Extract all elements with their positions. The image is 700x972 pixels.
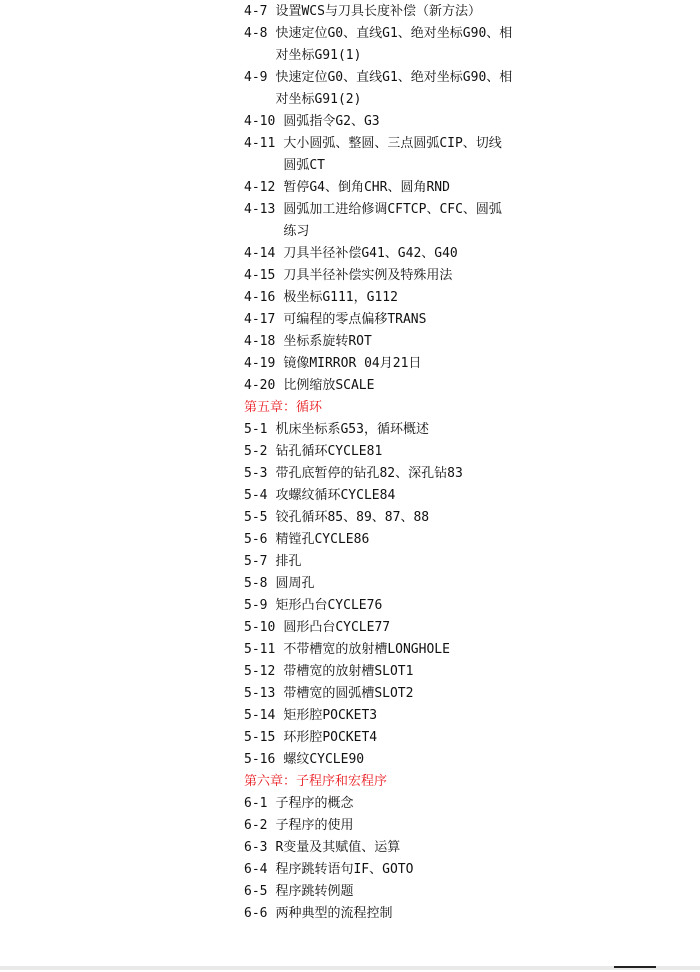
toc-entry-number: 5-6: [244, 532, 268, 547]
toc-entry[interactable]: [244, 859, 544, 881]
toc-entry-title: 精镗孔CYCLE86: [275, 532, 370, 547]
toc-entry[interactable]: [244, 793, 544, 815]
toc-entry[interactable]: [244, 265, 544, 287]
toc-entry-title-continued: 练习: [283, 224, 310, 239]
toc-entry-number: 4-9: [244, 70, 268, 85]
toc-entry-title: 攻螺纹循环CYCLE84: [275, 488, 396, 503]
toc-entry[interactable]: [244, 573, 544, 595]
toc-entry-title: 排孔: [275, 554, 302, 569]
toc-entry-title: 极坐标G111，G112: [283, 290, 398, 305]
toc-entry-title: 圆周孔: [275, 576, 315, 591]
toc-entry[interactable]: [244, 903, 544, 925]
toc-entry[interactable]: [244, 287, 544, 309]
toc-entry[interactable]: [244, 727, 544, 749]
toc-entry-number: 6-6: [244, 906, 268, 921]
toc-entry[interactable]: [244, 133, 544, 177]
toc-entry-number: 5-8: [244, 576, 268, 591]
toc-entry-title: 带槽宽的放射槽SLOT1: [283, 664, 414, 679]
toc-entry-title: 钻孔循环CYCLE81: [275, 444, 383, 459]
toc-entry-number: 4-7: [244, 4, 268, 19]
toc-entry-number: 4-20: [244, 378, 276, 393]
toc-entry[interactable]: [244, 309, 544, 331]
toc-entry[interactable]: [244, 353, 544, 375]
toc-entry[interactable]: [244, 749, 544, 771]
toc-entry[interactable]: [244, 683, 544, 705]
toc-entry-number: 4-12: [244, 180, 276, 195]
toc-entry-number: 6-5: [244, 884, 268, 899]
toc-entry-title-continued: 圆弧CT: [283, 158, 325, 173]
toc-entry-number: 6-2: [244, 818, 268, 833]
toc-entry-number: 4-18: [244, 334, 276, 349]
bottom-scroll-mark: [614, 966, 656, 968]
toc-entry-title: 设置WCS与刀具长度补偿（新方法）: [275, 4, 481, 19]
toc-entry-title: 机床坐标系G53，循环概述: [275, 422, 429, 437]
toc-entry[interactable]: [244, 199, 544, 243]
toc-entry[interactable]: [244, 551, 544, 573]
toc-entry-title: 坐标系旋转ROT: [283, 334, 372, 349]
toc-entry[interactable]: [244, 485, 544, 507]
toc-entry[interactable]: [244, 529, 544, 551]
toc-entry-title: 程序跳转例题: [275, 884, 354, 899]
toc-entry-title: 铰孔循环85、89、87、88: [275, 510, 430, 525]
toc-entry-number: 5-5: [244, 510, 268, 525]
toc-entry-title-continued: 对坐标G91(2): [275, 92, 362, 107]
toc-entry-number: 5-14: [244, 708, 276, 723]
chapter-heading[interactable]: 第六章：子程序和宏程序: [244, 774, 388, 789]
toc-entry-title: 环形腔POCKET4: [283, 730, 378, 745]
toc-entry-number: 4-11: [244, 136, 276, 151]
toc-entry-title: 快速定位G0、直线G1、绝对坐标G90、相: [275, 70, 513, 85]
toc-entry-number: 5-11: [244, 642, 276, 657]
toc-entry-number: 6-3: [244, 840, 268, 855]
toc-entry[interactable]: [244, 177, 544, 199]
toc-entry-number: 5-13: [244, 686, 276, 701]
toc-entry-number: 4-19: [244, 356, 276, 371]
toc-entry-number: 4-16: [244, 290, 276, 305]
toc-entry-title: 螺纹CYCLE90: [283, 752, 365, 767]
toc-entry-number: 5-15: [244, 730, 276, 745]
toc-entry-title: 子程序的使用: [275, 818, 354, 833]
toc-entry[interactable]: [244, 243, 544, 265]
toc-entry-title: 圆弧指令G2、G3: [283, 114, 380, 129]
toc-entry-title: 刀具半径补偿实例及特殊用法: [283, 268, 453, 283]
toc-entry-title: 两种典型的流程控制: [275, 906, 393, 921]
toc-entry-number: 5-4: [244, 488, 268, 503]
toc-entry[interactable]: [244, 617, 544, 639]
toc-entry-title: 子程序的概念: [275, 796, 354, 811]
toc-entry-title: R变量及其赋值、运算: [275, 840, 401, 855]
toc-entry-number: 5-1: [244, 422, 268, 437]
toc-entry[interactable]: [244, 639, 544, 661]
toc-entry-title: 大小圆弧、整圆、三点圆弧CIP、切线: [283, 136, 502, 151]
toc-entry-title: 镜像MIRROR 04月21日: [283, 356, 422, 371]
chapter-heading[interactable]: 第五章：循环: [244, 400, 323, 415]
toc-entry-number: 4-15: [244, 268, 276, 283]
toc-entry-title: 圆形凸台CYCLE77: [283, 620, 391, 635]
toc-entry[interactable]: [244, 595, 544, 617]
toc-entry-title: 矩形腔POCKET3: [283, 708, 378, 723]
toc-entry[interactable]: [244, 111, 544, 133]
toc-entry-number: 5-2: [244, 444, 268, 459]
bottom-divider: [0, 966, 700, 970]
toc-entry[interactable]: [244, 837, 544, 859]
toc-entry-number: 5-10: [244, 620, 276, 635]
toc-entry[interactable]: [244, 661, 544, 683]
toc-entry[interactable]: [244, 463, 544, 485]
toc-entry-number: 4-14: [244, 246, 276, 261]
toc-entry-title: 矩形凸台CYCLE76: [275, 598, 383, 613]
table-of-contents: [244, 1, 544, 925]
toc-entry-number: 5-16: [244, 752, 276, 767]
toc-entry[interactable]: [244, 67, 544, 111]
toc-entry[interactable]: [244, 375, 544, 397]
toc-entry-number: 4-13: [244, 202, 276, 217]
toc-entry-number: 6-4: [244, 862, 268, 877]
toc-entry[interactable]: [244, 419, 544, 441]
toc-entry-number: 5-12: [244, 664, 276, 679]
toc-entry-title: 程序跳转语句IF、GOTO: [275, 862, 414, 877]
toc-entry[interactable]: [244, 815, 544, 837]
toc-entry[interactable]: [244, 1, 544, 23]
toc-entry-number: 5-7: [244, 554, 268, 569]
toc-entry-title: 带槽宽的圆弧槽SLOT2: [283, 686, 414, 701]
toc-entry-title: 快速定位G0、直线G1、绝对坐标G90、相: [275, 26, 513, 41]
toc-entry-title-continued: 对坐标G91(1): [275, 48, 362, 63]
toc-entry[interactable]: [244, 881, 544, 903]
toc-entry[interactable]: [244, 507, 544, 529]
toc-entry-number: 5-3: [244, 466, 268, 481]
toc-entry-title: 不带槽宽的放射槽LONGHOLE: [283, 642, 450, 657]
toc-entry-title: 暂停G4、倒角CHR、圆角RND: [283, 180, 450, 195]
toc-entry-number: 5-9: [244, 598, 268, 613]
toc-entry[interactable]: [244, 23, 544, 67]
toc-entry-title: 可编程的零点偏移TRANS: [283, 312, 427, 327]
toc-entry-title: 圆弧加工进给修调CFTCP、CFC、圆弧: [283, 202, 502, 217]
toc-entry[interactable]: [244, 705, 544, 727]
toc-entry-number: 4-17: [244, 312, 276, 327]
toc-entry-title: 刀具半径补偿G41、G42、G40: [283, 246, 458, 261]
toc-entry-title: 带孔底暂停的钻孔82、深孔钻83: [275, 466, 463, 481]
toc-entry-number: 6-1: [244, 796, 268, 811]
toc-entry[interactable]: [244, 441, 544, 463]
toc-entry-number: 4-8: [244, 26, 268, 41]
toc-entry-number: 4-10: [244, 114, 276, 129]
toc-entry[interactable]: [244, 331, 544, 353]
toc-entry-title: 比例缩放SCALE: [283, 378, 375, 393]
